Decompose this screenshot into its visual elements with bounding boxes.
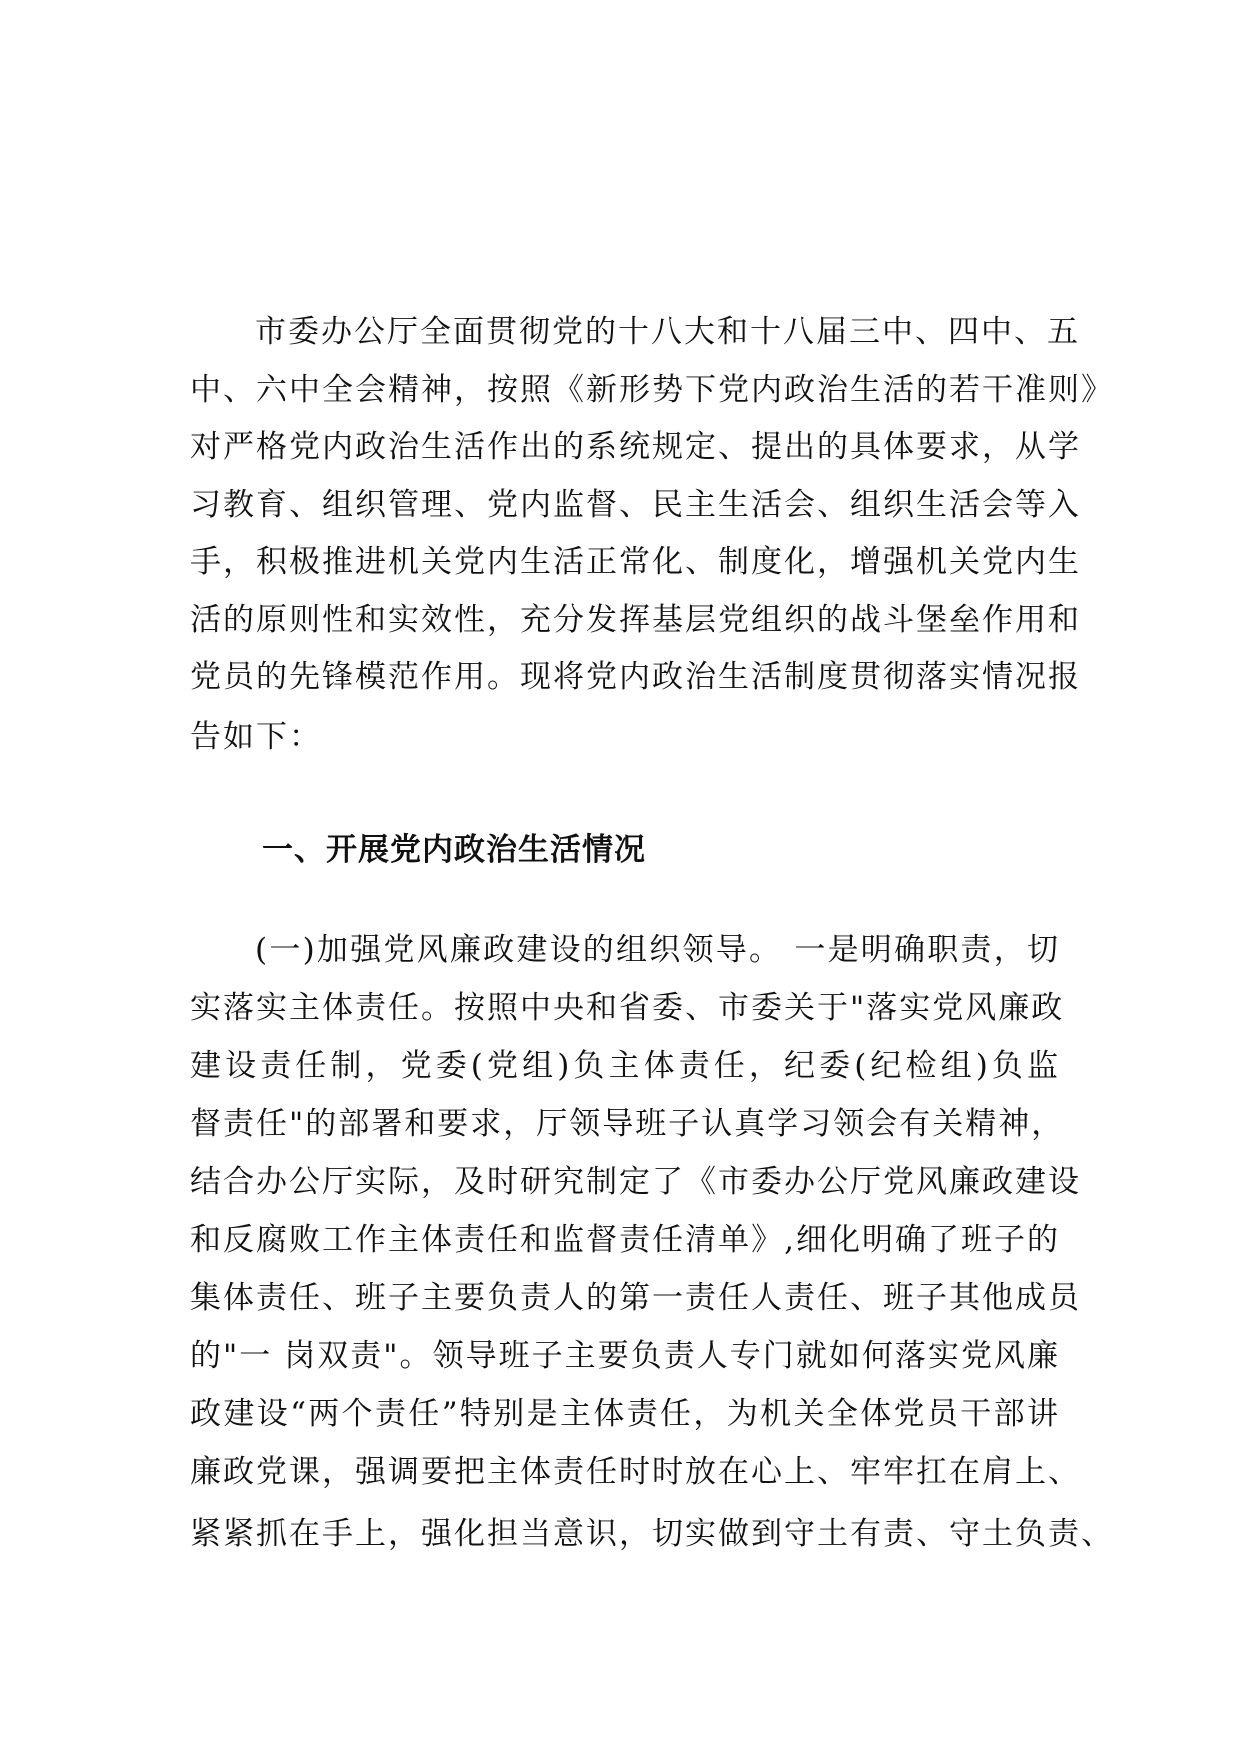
- body-line: 实落实主体责任。按照中央和省委、市委关于"落实党风廉政: [190, 990, 1065, 1026]
- intro-line: 市委办公厅全面贯彻党的十八大和十八届三中、四中、五: [255, 314, 1080, 350]
- body-line: 督责任"的部署和要求，厅领导班子认真学习领会有关精神，: [190, 1106, 1065, 1142]
- body-line: 建设责任制，党委(党组)负主体责任，纪委(纪检组)负监: [190, 1048, 1060, 1084]
- intro-line: 中、六中全会精神，按照《新形势下党内政治生活的若干准则》: [190, 372, 1114, 408]
- body-line: 结合办公厅实际，及时研究制定了《市委办公厅党风廉政建设: [190, 1164, 1081, 1200]
- body-line: 廉政党课，强调要把主体责任时时放在心上、牢牢扛在肩上、: [190, 1454, 1081, 1490]
- body-line: 和反腐败工作主体责任和监督责任清单》,细化明确了班子的: [190, 1222, 1060, 1258]
- intro-line: 手，积极推进机关党内生活正常化、制度化，增强机关党内生: [190, 544, 1081, 580]
- intro-line: 告如下：: [190, 719, 322, 755]
- intro-line: 党员的先锋模范作用。现将党内政治生活制度贯彻落实情况报: [190, 659, 1081, 695]
- body-line: (一)加强党风廉政建设的组织领导。 一是明确职责，切: [255, 932, 1060, 968]
- section-heading: 一、开展党内政治生活情况: [262, 832, 646, 868]
- intro-line: 对严格党内政治生活作出的系统规定、提出的具体要求，从学: [190, 429, 1081, 465]
- intro-line: 习教育、组织管理、党内监督、民主生活会、组织生活会等入: [190, 487, 1081, 523]
- intro-line: 活的原则性和实效性，充分发挥基层党组织的战斗堡垒作用和: [190, 602, 1081, 638]
- body-line: 的"一 岗双责"。领导班子主要负责人专门就如何落实党风廉: [190, 1338, 1060, 1374]
- body-line: 集体责任、班子主要负责人的第一责任人责任、班子其他成员: [190, 1280, 1081, 1316]
- body-line: 政建设“两个责任”特别是主体责任，为机关全体党员干部讲: [190, 1396, 1060, 1432]
- body-line: 紧紧抓在手上，强化担当意识，切实做到守土有责、守土负责、: [190, 1516, 1114, 1552]
